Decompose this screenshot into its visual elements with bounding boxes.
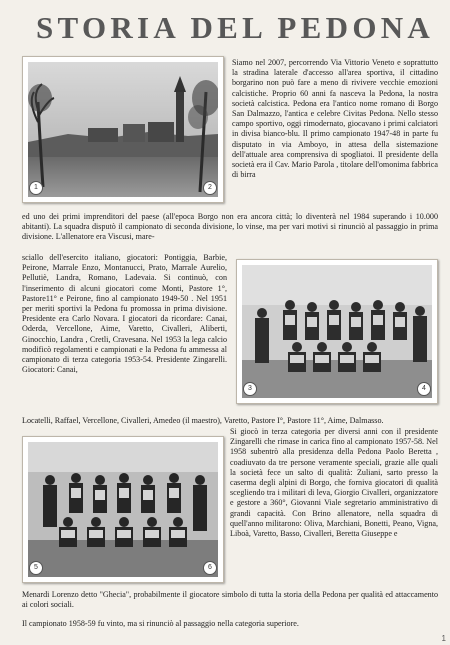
- paragraph-text: Menardi Lorenzo detto "Ghecia", probabilmente il giocatore simbolo di tutta la storia della Pedona per qualità ed attaccamento ai colori sociali.: [22, 590, 438, 610]
- paragraph-text: ed uno dei primi imprenditori del paese (all'epoca Borgo non era ancora città; lo diventerà nel 1984 superando i 10.000 abitanti). La squadra disputò il campionato di seconda divisione, lo vinse, ma per vari motivi si rinunciò al passaggio in prima divisione. L'allenatore era Viscusi, mare-: [22, 212, 438, 242]
- team-group-image: [28, 442, 218, 577]
- photo-number-badge: 6: [203, 561, 217, 575]
- photo-number-badge: 5: [29, 561, 43, 575]
- photo-number-badge: 1: [29, 181, 43, 195]
- town-landscape-image: [28, 62, 218, 197]
- page-title: STORIA DEL PEDONA: [36, 10, 435, 45]
- paragraph-players-1950s: [22, 253, 227, 375]
- paragraph-1958-59: [22, 619, 438, 629]
- page-number: 1: [441, 634, 446, 643]
- photo-team-1950s: [236, 259, 438, 404]
- photo-number-badge: 4: [417, 382, 431, 396]
- photo-number-badge: 2: [203, 181, 217, 195]
- team-photo-image: [242, 265, 432, 398]
- photo-town-view: [22, 56, 224, 203]
- paragraph-text: Locatelli, Raffael, Vercellone, Civalleri, Amedeo (il maestro), Varetto, Pastore I°, Pastore 11°, Aime, Dalmasso.: [22, 416, 384, 425]
- photo-number-badge: 3: [243, 382, 257, 396]
- paragraph-text: Il campionato 1958-59 fu vinto, ma si rinunciò al passaggio nella categoria superiore.: [22, 619, 299, 628]
- paragraph-beretta-era: [230, 427, 438, 539]
- paragraph-text: Siamo nel 2007, percorrendo Via Vittorio Veneto e soprattutto la stradina laterale d'accesso all'area sportiva, il cittadino borgarino non può fare a meno di rivivere vecchie emozioni calcistiche. Proprio 60 anni fa nasceva la Pedona, la nostra società calcistica. Pedona era l'antico nome romano di Borgo San Dalmazzo, l'antica e celebre Civitas Pedona. Nello stesso campo sportivo, oggi rimodernato, giocavano i primi calciatori in divisa bianco-blu. Il primo campionato 1947-48 in parte fu disputato in via Amboyo, in attesa della sistemazione dell'attuale area comprensiva di spogliatoi. Il presidente della società era il Cav. Mario Parola , titolare dell'omonima fabbrica di birra: [232, 58, 438, 180]
- paragraph-intro: [232, 58, 438, 180]
- paragraph-players-1953: [22, 416, 438, 426]
- paragraph-first-season: [22, 212, 438, 243]
- paragraph-text: sciallo dell'esercito italiano, giocatori: Pontiggia, Barbie, Peirone, Marrale Enzo, Montanucci, Prato, Marrale Aurelio, Pellutiè, Landra, Romano, Ladevaia. Si continuò, con l'inserimento di alcuni giocatori come Monti, Pastore 1°, Pastore11° e Peirone, fino al campionato 1949-50 . Nel 1951 per meriti sportivi la Pedona fu promossa in prima divisione. Presidente era Carlo Novara. I giocatori da ricordare: Canai, Oderda, Vercellone, Aime, Varetto, Civalleri, Aliberti, Ginocchio, Landra , Cretli, Cravesana. Nel 1953 la lega calcio modificò regolamenti e campionati e la Pedona fu ammessa al campionato di terza categoria 1953-54. Presidente Zingarelli. Giocatori: Canai,: [22, 253, 227, 375]
- photo-team-group: [22, 436, 224, 583]
- paragraph-text: Si giocò in terza categoria per diversi anni con il presidente Zingarelli che rimase in carica fino al campionato 1957-58. Nel 1958 subentrò alla presidenza della Pedona Paolo Beretta , coadiuvato da tre persone veramente speciali, grazie alle quali la società fece un salto di qualità: Zuliani, sarto presso la caserma degli alpini di Borgo, che forniva giocatori di qualità scegliendo tra i militari di leva, Giorgio Civalleri, organizzatore e gestore a 360°, Giovanni Viale segretario amministrativo di grandi capacità. Con Brino allenatore, nella squadra di quell'anno militarono: Oliva, Marchiani, Bonetti, Peano, Vigna, Liboà, Varetto, Basso, Civalleri, Beretta Giuseppe e: [230, 427, 438, 539]
- paragraph-menardi: [22, 590, 438, 610]
